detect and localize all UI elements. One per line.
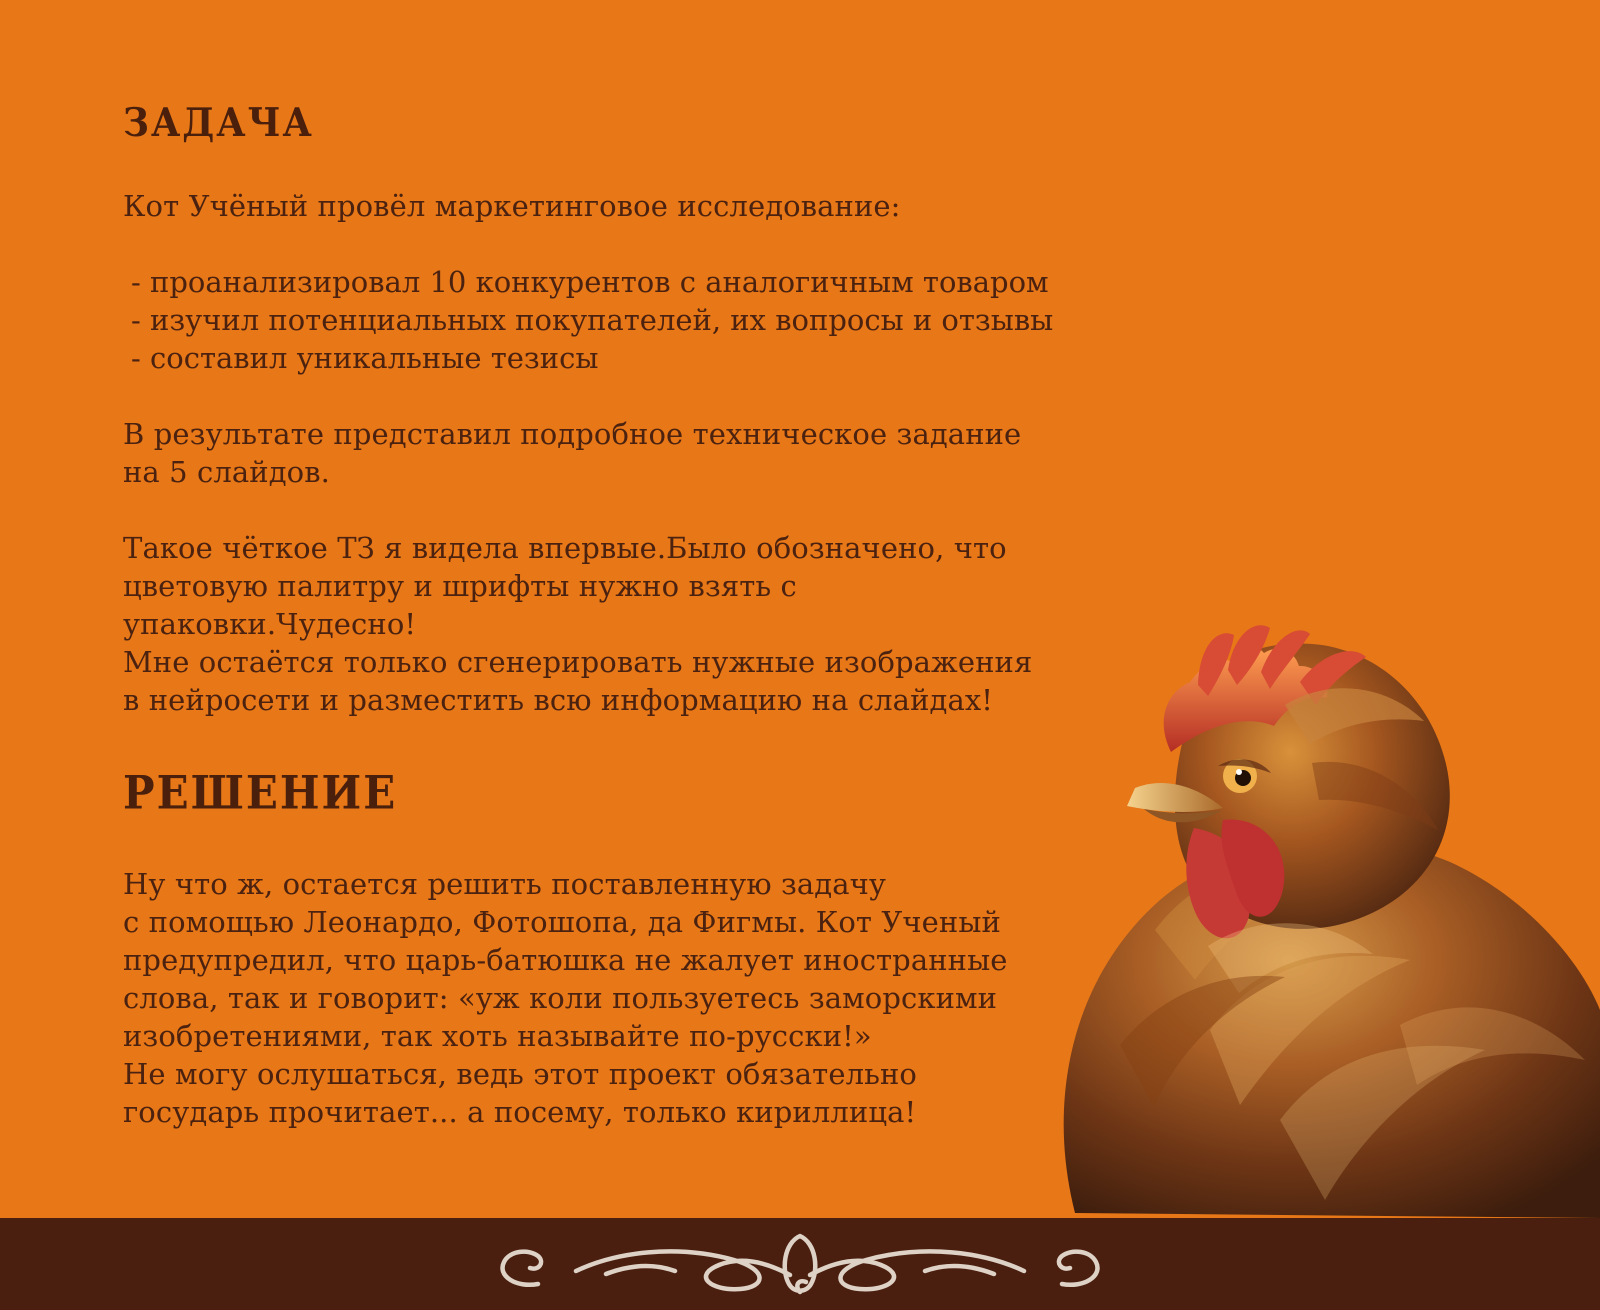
research-list [131,263,1053,377]
research-list-item-3: - составил уникальные тезисы [131,341,599,375]
task-intro: Кот Учёный провёл маркетинговое исследование: [123,189,901,223]
task-heading: ЗАДАЧА [123,100,314,146]
solution-heading: РЕШЕНИЕ [123,766,398,820]
task-result: В результате представил подробное техническое задание на 5 слайдов. [123,417,1022,489]
research-list-item-1: - проанализировал 10 конкурентов с аналогичным товаром [131,265,1049,299]
decorative-flourish-icon [490,1228,1110,1302]
research-list-item-2: - изучил потенциальных покупателей, их вопросы и отзывы [131,303,1054,337]
rooster-image [1040,610,1600,1218]
main-content [123,95,1083,1129]
solution-text: Ну что ж, остается решить поставленную задачу с помощью Леонардо, Фотошопа, да Фигмы. Кот Ученый предупредил, что царь-батюшка не жалует иностранные слова, так и говорит: «уж коли пользуетесь заморскими изобретениями, так хоть называйте по-русски!» Не могу ослушаться, ведь этот проект обязательно государь прочитает... а посему, только кириллица! [123,867,1008,1129]
task-clear-spec: Такое чёткое ТЗ я видела впервые.Было обозначено, что цветовую палитру и шрифты нужно взять с упаковки.Чудесно! Мне остаётся только сгенерировать нужные изображения в нейросети и разместить всю информацию на слайдах! [123,531,1033,717]
footer-bar [0,1218,1600,1310]
